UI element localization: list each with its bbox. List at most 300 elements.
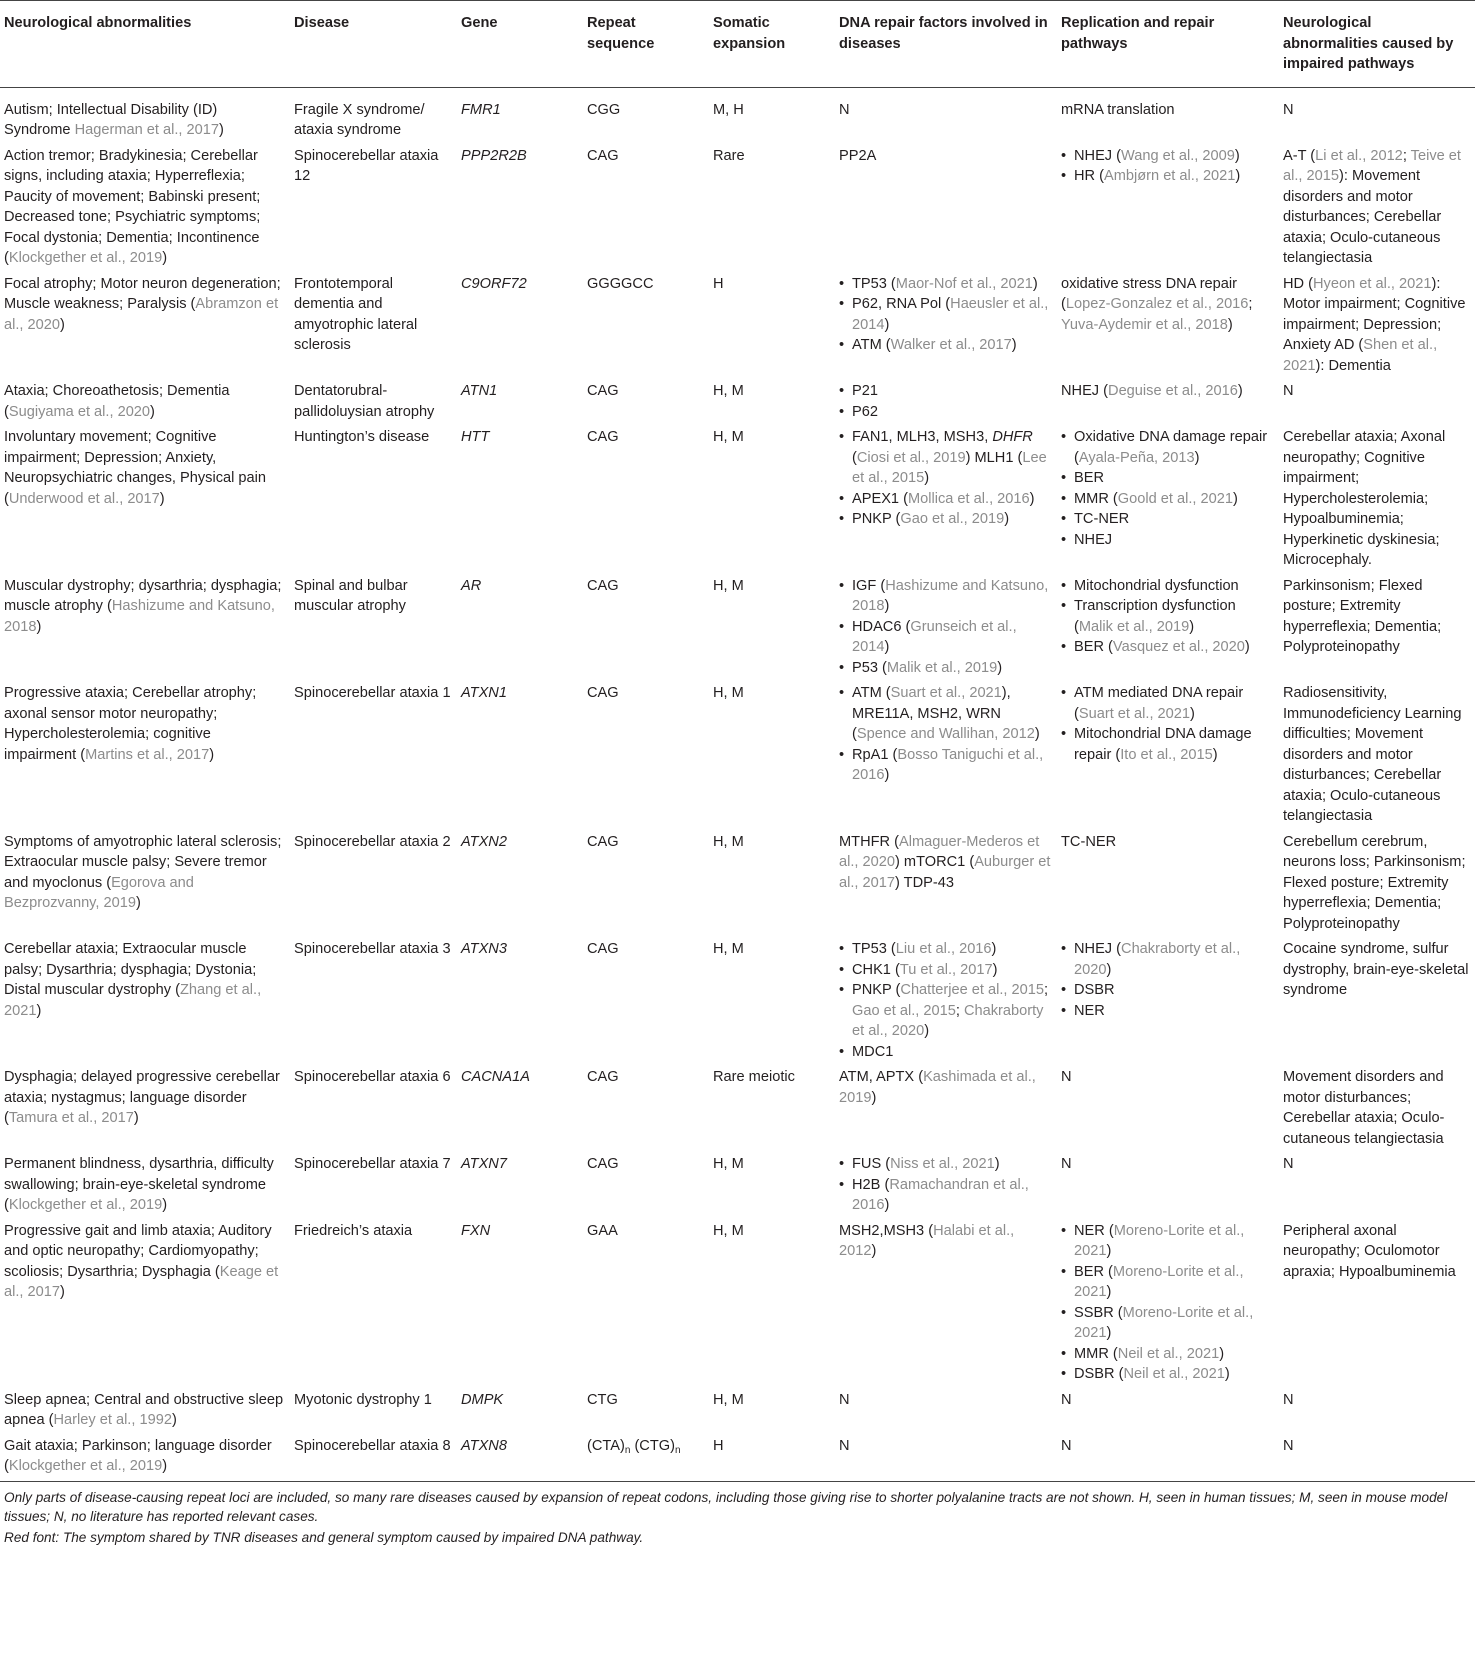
factors-text: ) bbox=[884, 598, 890, 614]
cell-repeat-sequence: CAG bbox=[587, 577, 619, 594]
reference-citation: Chatterjee et al., 2015 bbox=[900, 982, 1045, 998]
table-row bbox=[0, 938, 1475, 1066]
impaired-text: A-T ( bbox=[1283, 147, 1316, 164]
factors-text: ) bbox=[884, 639, 890, 655]
abnormalities-text: ) bbox=[162, 1458, 168, 1474]
factors-list bbox=[839, 939, 1051, 1062]
cell-somatic-expansion: H, M bbox=[713, 1391, 744, 1408]
reference-citation: Zhang et al., 2021 bbox=[4, 982, 262, 1019]
list-item bbox=[839, 745, 1051, 786]
list-item bbox=[839, 427, 1051, 489]
list-item bbox=[839, 658, 1051, 679]
factors-text: ) bbox=[1034, 726, 1040, 742]
pathways-text: NHEJ ( bbox=[1061, 383, 1109, 399]
pathways-list bbox=[1061, 1221, 1273, 1385]
cell-somatic-expansion: H, M bbox=[713, 833, 744, 850]
abnormalities-text: Progressive ataxia; Cerebellar atrophy; axonal sensor motor neuropathy; Hypercholesterolemia; cognitive impairment ( bbox=[4, 685, 257, 763]
cell-abnormalities bbox=[0, 426, 290, 575]
pathways-text: BER ( bbox=[1074, 1263, 1113, 1280]
table-row bbox=[0, 87, 1475, 145]
cell-repair-factors bbox=[835, 273, 1057, 381]
cell-abnormalities bbox=[0, 380, 290, 426]
cell-disease: Myotonic dystrophy 1 bbox=[294, 1391, 432, 1408]
cell-repeat-sequence bbox=[583, 1435, 709, 1482]
list-item bbox=[1061, 576, 1273, 597]
cell-disease: Frontotemporal dementia and amyotrophic lateral sclerosis bbox=[294, 275, 418, 353]
repeat-text: (CTA) bbox=[587, 1437, 625, 1454]
reference-citation: Spence and Wallihan, 2012 bbox=[856, 726, 1035, 742]
reference-citation: Auburger et al., 2017 bbox=[839, 854, 1051, 891]
reference-citation: Neil et al., 2021 bbox=[1117, 1345, 1220, 1362]
cell-repair-pathways bbox=[1057, 426, 1279, 575]
abnormalities-text: ) bbox=[133, 1110, 139, 1126]
list-item bbox=[1061, 166, 1273, 187]
factors-text: N bbox=[839, 1391, 850, 1408]
cell-somatic-expansion: H, M bbox=[713, 1156, 744, 1172]
cell-abnormalities bbox=[0, 273, 290, 381]
pathways-list bbox=[1061, 683, 1273, 765]
factors-text: ) bbox=[992, 961, 998, 978]
cell-repair-pathways bbox=[1057, 145, 1279, 273]
cell-impaired-abnormalities bbox=[1279, 1389, 1475, 1435]
abnormalities-text: Dysphagia; delayed progressive cerebellar ataxia; nystagmus; language disorder ( bbox=[4, 1069, 280, 1126]
cell-repeat-sequence: CAG bbox=[587, 1069, 619, 1085]
reference-citation: Mollica et al., 2016 bbox=[907, 490, 1030, 507]
cell-repair-pathways bbox=[1057, 1153, 1279, 1220]
header-neurological-abnormalities: Neurological abnormalities bbox=[4, 15, 192, 31]
impaired-text: HD ( bbox=[1283, 275, 1313, 292]
factors-text: ; bbox=[1044, 982, 1049, 998]
reference-citation: Moreno-Lorite et al., 2021 bbox=[1074, 1222, 1245, 1259]
cell-repair-factors bbox=[835, 1066, 1057, 1153]
impaired-text: ): Movement disorders and motor disturbances; Cerebellar ataxia; Oculo-cutaneous telangiectasia bbox=[1283, 168, 1442, 266]
pathways-text: ) bbox=[1235, 168, 1241, 184]
cell-repair-pathways bbox=[1057, 273, 1279, 381]
reference-citation: Egorova and Bezprozvanny, 2019 bbox=[4, 874, 194, 911]
factors-list bbox=[839, 427, 1051, 530]
factors-text: ATM ( bbox=[852, 685, 891, 701]
factors-text: ; bbox=[955, 1002, 964, 1019]
list-item bbox=[839, 576, 1051, 617]
list-item bbox=[1061, 1364, 1273, 1385]
header-somatic-expansion: Somatic expansion bbox=[713, 15, 786, 52]
cell-repair-factors bbox=[835, 1153, 1057, 1220]
pathways-text: ) bbox=[1106, 1243, 1112, 1259]
cell-somatic-expansion: M, H bbox=[713, 101, 744, 118]
factors-list bbox=[839, 381, 1051, 422]
factors-text: P21 bbox=[852, 383, 878, 399]
reference-citation: Goold et al., 2021 bbox=[1117, 490, 1233, 507]
pathways-text: TC-NER bbox=[1061, 833, 1117, 850]
repeat-text: (CTG) bbox=[630, 1437, 675, 1454]
pathways-text: ) bbox=[1224, 1366, 1230, 1382]
reference-citation: Niss et al., 2021 bbox=[890, 1156, 995, 1172]
cell-gene: ATXN8 bbox=[461, 1437, 507, 1454]
list-item bbox=[1061, 596, 1273, 637]
factors-text: MTHFR ( bbox=[839, 833, 899, 850]
cell-gene: HTT bbox=[461, 429, 490, 445]
list-item bbox=[839, 335, 1051, 356]
list-item bbox=[1061, 980, 1273, 1001]
pathways-text: ) bbox=[1194, 449, 1200, 466]
reference-citation: Klockgether et al., 2019 bbox=[8, 1197, 163, 1213]
pathways-text: ; bbox=[1248, 296, 1253, 312]
pathways-text: ATM mediated DNA repair ( bbox=[1074, 685, 1244, 722]
cell-somatic-expansion: H bbox=[713, 1437, 724, 1454]
pathways-text: NER bbox=[1074, 1002, 1105, 1019]
cell-repeat-sequence: GAA bbox=[587, 1222, 618, 1239]
reference-citation: Ito et al., 2015 bbox=[1120, 746, 1213, 763]
list-item bbox=[1061, 1221, 1273, 1262]
list-item bbox=[839, 294, 1051, 335]
table-row bbox=[0, 426, 1475, 575]
pathways-text: ) bbox=[1190, 705, 1195, 722]
list-item bbox=[839, 1042, 1051, 1063]
cell-abnormalities bbox=[0, 145, 290, 273]
cell-impaired-abnormalities bbox=[1279, 1435, 1475, 1482]
reference-citation: Ciosi et al., 2019 bbox=[856, 449, 966, 466]
list-item bbox=[1061, 1303, 1273, 1344]
factors-text: ) bbox=[994, 1156, 1000, 1172]
cell-gene: C9ORF72 bbox=[461, 275, 527, 292]
cell-somatic-expansion: H, M bbox=[713, 1222, 744, 1239]
abnormalities-text: ) bbox=[209, 746, 215, 763]
list-item bbox=[839, 274, 1051, 295]
factors-text: ATM, APTX ( bbox=[839, 1069, 924, 1085]
list-item bbox=[839, 960, 1051, 981]
factors-text: ( bbox=[852, 449, 857, 466]
reference-citation: Neil et al., 2021 bbox=[1123, 1366, 1225, 1382]
cell-repair-factors bbox=[835, 1220, 1057, 1389]
cell-repair-factors bbox=[835, 87, 1057, 145]
cell-somatic-expansion: Rare bbox=[713, 147, 745, 164]
reference-citation: Bosso Taniguchi et al., 2016 bbox=[852, 746, 1044, 783]
factors-text: PP2A bbox=[839, 147, 877, 164]
cell-repeat-sequence: CAG bbox=[587, 429, 619, 445]
cell-gene: ATXN2 bbox=[461, 833, 507, 850]
table-row bbox=[0, 1220, 1475, 1389]
cell-gene: DMPK bbox=[461, 1391, 504, 1408]
factors-text: TP53 ( bbox=[852, 941, 896, 957]
factors-text: ) bbox=[871, 1243, 877, 1259]
cell-gene: ATXN3 bbox=[461, 941, 507, 957]
table-row bbox=[0, 1435, 1475, 1482]
list-item bbox=[1061, 1344, 1273, 1365]
cell-gene: PPP2R2B bbox=[461, 147, 527, 164]
abnormalities-text: Involuntary movement; Cognitive impairment; Depression; Anxiety, Neuropsychiatric changes, Physical pain ( bbox=[4, 429, 267, 507]
cell-repair-factors bbox=[835, 1389, 1057, 1435]
factors-text: ) bbox=[1004, 511, 1010, 527]
reference-citation: Tamura et al., 2017 bbox=[8, 1110, 134, 1126]
reference-citation: Wang et al., 2009 bbox=[1121, 147, 1235, 164]
reference-citation: Ambjørn et al., 2021 bbox=[1104, 168, 1236, 184]
abnormalities-text: Progressive gait and limb ataxia; Auditory and optic neuropathy; Cardiomyopathy; scoliosis; Dysarthria; Dysphagia ( bbox=[4, 1222, 272, 1280]
reference-citation: Moreno-Lorite et al., 2021 bbox=[1074, 1304, 1254, 1341]
factors-text: ) bbox=[871, 1089, 877, 1106]
cell-repair-pathways bbox=[1057, 1066, 1279, 1153]
reference-citation: Klockgether et al., 2019 bbox=[8, 1458, 163, 1474]
table-row bbox=[0, 273, 1475, 381]
impaired-text: N bbox=[1283, 383, 1294, 399]
factors-text: PNKP ( bbox=[852, 511, 901, 527]
list-item bbox=[1061, 489, 1273, 510]
reference-citation: Hashizume and Katsuno, 2018 bbox=[852, 577, 1049, 614]
header-repeat-sequence: Repeat sequence bbox=[587, 15, 655, 52]
abnormalities-text: Symptoms of amyotrophic lateral sclerosis; Extraocular muscle palsy; Severe tremor and myoclonus ( bbox=[4, 833, 282, 891]
cell-somatic-expansion: H, M bbox=[713, 429, 744, 445]
factors-text: ) mTORC1 ( bbox=[895, 854, 975, 870]
list-item bbox=[839, 509, 1051, 530]
pathways-text: ) bbox=[1219, 1345, 1225, 1362]
factors-text: ), MRE11A, MSH2, WRN ( bbox=[852, 685, 1011, 742]
pathways-list bbox=[1061, 939, 1273, 1021]
reference-citation: Ramachandran et al., 2016 bbox=[852, 1176, 1029, 1213]
pathways-text: Transcription dysfunction ( bbox=[1074, 598, 1236, 635]
impaired-text: Cocaine syndrome, sulfur dystrophy, brain-eye-skeletal syndrome bbox=[1283, 941, 1469, 998]
cell-somatic-expansion: H, M bbox=[713, 685, 744, 701]
cell-repeat-sequence: CTG bbox=[587, 1391, 618, 1408]
cell-disease: Spinocerebellar ataxia 3 bbox=[294, 941, 451, 957]
list-item bbox=[839, 980, 1051, 1042]
factors-text: P62, RNA Pol ( bbox=[852, 296, 951, 312]
list-item bbox=[839, 381, 1051, 402]
reference-citation: Shen et al., 2021 bbox=[1283, 337, 1438, 374]
cell-disease: Spinocerebellar ataxia 8 bbox=[294, 1437, 451, 1454]
abnormalities-text: Muscular dystrophy; dysarthria; dysphagia; muscle atrophy ( bbox=[4, 577, 282, 614]
cell-repair-factors bbox=[835, 426, 1057, 575]
reference-citation: Lopez-Gonzalez et al., 2016 bbox=[1065, 296, 1249, 312]
pathways-text: Mitochondrial DNA damage repair ( bbox=[1074, 726, 1252, 763]
cell-disease: Spinocerebellar ataxia 7 bbox=[294, 1156, 451, 1172]
reference-citation: Halabi et al., 2012 bbox=[839, 1222, 1015, 1259]
pathways-text: MMR ( bbox=[1074, 1345, 1118, 1362]
reference-citation: Teive et al., 2015 bbox=[1283, 147, 1461, 184]
pathways-text: DSBR bbox=[1074, 982, 1115, 998]
factors-text: P62 bbox=[852, 403, 878, 420]
reference-citation: Moreno-Lorite et al., 2021 bbox=[1074, 1263, 1244, 1300]
impaired-text: Movement disorders and motor disturbances; Cerebellar ataxia; Oculo-cutaneous telangiectasia bbox=[1283, 1069, 1445, 1147]
cell-impaired-abnormalities bbox=[1279, 682, 1475, 831]
pathways-text: SSBR ( bbox=[1074, 1304, 1123, 1321]
cell-repair-pathways bbox=[1057, 575, 1279, 683]
factors-list bbox=[839, 1154, 1051, 1216]
reference-citation: Grunseich et al., 2014 bbox=[852, 618, 1017, 655]
factors-text: FAN1, MLH3, MSH3, bbox=[852, 429, 993, 445]
cell-disease: Dentatorubral-pallidoluysian atrophy bbox=[294, 383, 435, 420]
pathways-text: N bbox=[1061, 1156, 1072, 1172]
cell-abnormalities bbox=[0, 87, 290, 145]
reference-citation: Vasquez et al., 2020 bbox=[1112, 639, 1245, 655]
factors-text: ) bbox=[924, 1023, 930, 1039]
list-item bbox=[1061, 939, 1273, 980]
list-item bbox=[1061, 509, 1273, 530]
table-row bbox=[0, 575, 1475, 683]
reference-citation: Tu et al., 2017 bbox=[899, 961, 993, 978]
impaired-text: N bbox=[1283, 1391, 1294, 1408]
factors-text: MSH2,MSH3 ( bbox=[839, 1222, 934, 1239]
pathways-text: BER ( bbox=[1074, 639, 1113, 655]
pathways-text: DSBR ( bbox=[1074, 1366, 1124, 1382]
cell-repair-factors bbox=[835, 575, 1057, 683]
cell-repeat-sequence: CAG bbox=[587, 147, 619, 164]
pathways-text: oxidative stress DNA repair ( bbox=[1061, 275, 1238, 312]
list-item bbox=[1061, 637, 1273, 658]
abnormalities-text: Cerebellar ataxia; Extraocular muscle palsy; Dysarthria; dysphagia; Dystonia; Distal muscular dystrophy ( bbox=[4, 941, 257, 998]
factors-text: ATM ( bbox=[852, 337, 891, 353]
cell-abnormalities bbox=[0, 938, 290, 1066]
cell-repeat-sequence: CAG bbox=[587, 685, 619, 701]
abnormalities-text: ) bbox=[36, 618, 42, 635]
list-item bbox=[1061, 530, 1273, 551]
cell-repair-factors bbox=[835, 380, 1057, 426]
cell-gene: FXN bbox=[461, 1222, 491, 1239]
pathways-list bbox=[1061, 576, 1273, 658]
cell-disease: Spinocerebellar ataxia 6 bbox=[294, 1069, 451, 1085]
factors-text: RpA1 ( bbox=[852, 746, 898, 763]
cell-somatic-expansion: H, M bbox=[713, 383, 744, 399]
table-header bbox=[0, 1, 1475, 88]
factors-list bbox=[839, 576, 1051, 679]
pathways-list bbox=[1061, 146, 1273, 187]
cell-repair-pathways bbox=[1057, 1435, 1279, 1482]
reference-citation: Suart et al., 2021 bbox=[1078, 705, 1191, 722]
cell-repair-factors bbox=[835, 145, 1057, 273]
footnote-abbreviations: Only parts of disease-causing repeat loci are included, so many rare diseases caused by expansion of repeat codons, including those giving rise to shorter polyalanine tracts are not shown. H, seen in human tissues; M, seen in mouse model tissues; N, no literature has reported relevant cases. bbox=[4, 1489, 1448, 1524]
cell-repair-pathways bbox=[1057, 682, 1279, 831]
cell-somatic-expansion: Rare meiotic bbox=[713, 1069, 795, 1085]
cell-disease: Huntington’s disease bbox=[294, 429, 430, 445]
list-item bbox=[839, 1154, 1051, 1175]
abnormalities-text: Permanent blindness, dysarthria, difficulty swallowing; brain-eye-skeletal syndrome ( bbox=[4, 1156, 274, 1213]
factors-text: FUS ( bbox=[852, 1156, 891, 1172]
reference-citation: Lee et al., 2015 bbox=[852, 449, 1047, 486]
cell-abnormalities bbox=[0, 575, 290, 683]
pathways-text: NHEJ ( bbox=[1074, 941, 1122, 957]
table-body bbox=[0, 87, 1475, 1481]
cell-gene: ATXN7 bbox=[461, 1156, 507, 1172]
header-dna-repair-factors: DNA repair factors involved in diseases bbox=[839, 15, 1048, 52]
cell-gene: FMR1 bbox=[461, 101, 501, 118]
impaired-text: Radiosensitivity, Immunodeficiency Learning difficulties; Movement disorders and motor disturbances; Cerebellar ataxia; Oculo-cutaneous telangiectasia bbox=[1283, 685, 1462, 824]
reference-citation: Deguise et al., 2016 bbox=[1108, 383, 1238, 399]
cell-impaired-abnormalities bbox=[1279, 426, 1475, 575]
cell-disease: Spinocerebellar ataxia 12 bbox=[294, 147, 439, 184]
list-item bbox=[839, 1175, 1051, 1216]
factors-text: ) bbox=[1029, 490, 1035, 507]
cell-repeat-sequence: GGGGCC bbox=[587, 275, 654, 292]
cell-impaired-abnormalities bbox=[1279, 273, 1475, 381]
factors-text: IGF ( bbox=[852, 577, 886, 594]
list-item bbox=[1061, 146, 1273, 167]
pathways-text: ) bbox=[1212, 746, 1218, 763]
impaired-text: ): Dementia bbox=[1315, 357, 1391, 374]
reference-citation: Malik et al., 2019 bbox=[1078, 618, 1190, 635]
factors-text: H2B ( bbox=[852, 1176, 890, 1193]
cell-gene: CACNA1A bbox=[461, 1069, 530, 1085]
cell-repair-factors bbox=[835, 682, 1057, 831]
cell-impaired-abnormalities bbox=[1279, 1153, 1475, 1220]
pathways-text: ) bbox=[1189, 618, 1195, 635]
table-row bbox=[0, 1066, 1475, 1153]
abnormalities-text: ) bbox=[60, 316, 65, 333]
cell-repeat-sequence: CAG bbox=[587, 383, 619, 399]
pathways-text: ) bbox=[1106, 961, 1112, 978]
pathways-text: ) bbox=[1227, 316, 1233, 333]
table-row bbox=[0, 380, 1475, 426]
impaired-text: Cerebellum cerebrum, neurons loss; Parkinsonism; Flexed posture; Extremity hyperreflexia; Dementia; Polyproteinopathy bbox=[1283, 833, 1466, 932]
cell-somatic-expansion: H, M bbox=[713, 941, 744, 957]
cell-impaired-abnormalities bbox=[1279, 831, 1475, 939]
reference-citation: Suart et al., 2021 bbox=[890, 685, 1002, 701]
abnormalities-text: ) bbox=[159, 490, 165, 507]
cell-repair-pathways bbox=[1057, 87, 1279, 145]
pathways-text: mRNA translation bbox=[1061, 101, 1175, 118]
reference-citation: Klockgether et al., 2019 bbox=[8, 250, 163, 266]
abnormalities-text: ) bbox=[135, 895, 141, 911]
reference-citation: Sugiyama et al., 2020 bbox=[8, 403, 151, 420]
reference-citation: Chakraborty et al., 2020 bbox=[852, 1002, 1044, 1039]
reference-citation: Chakraborty et al., 2020 bbox=[1074, 941, 1241, 978]
cell-abnormalities bbox=[0, 1435, 290, 1482]
cell-disease: Spinal and bulbar muscular atrophy bbox=[294, 577, 408, 614]
list-item bbox=[1061, 1262, 1273, 1303]
abnormalities-text: ) bbox=[36, 1002, 42, 1019]
pathways-text: MMR ( bbox=[1074, 490, 1118, 507]
pathways-text: N bbox=[1061, 1437, 1072, 1454]
cell-repair-pathways bbox=[1057, 380, 1279, 426]
abnormalities-text: ) bbox=[162, 1197, 168, 1213]
list-item bbox=[839, 939, 1051, 960]
factors-text: HDAC6 ( bbox=[852, 618, 911, 635]
pathways-list bbox=[1061, 427, 1273, 550]
cell-gene: AR bbox=[461, 577, 482, 594]
cell-disease: Friedreich’s ataxia bbox=[294, 1222, 413, 1239]
table-footnotes bbox=[0, 1482, 1475, 1548]
impaired-text: ; bbox=[1402, 147, 1411, 164]
factors-text: TP53 ( bbox=[852, 275, 896, 292]
pathways-text: N bbox=[1061, 1391, 1072, 1408]
table-row bbox=[0, 831, 1475, 939]
pathways-text: ) bbox=[1244, 639, 1250, 655]
cell-impaired-abnormalities bbox=[1279, 380, 1475, 426]
abnormalities-text: ) bbox=[150, 403, 155, 420]
factors-text: ) bbox=[1032, 275, 1038, 292]
table-row bbox=[0, 682, 1475, 831]
reference-citation: Liu et al., 2016 bbox=[895, 941, 992, 957]
cell-abnormalities bbox=[0, 1066, 290, 1153]
reference-citation: Harley et al., 1992 bbox=[53, 1412, 172, 1428]
list-item bbox=[839, 683, 1051, 745]
pathways-text: ) bbox=[1106, 1284, 1112, 1300]
factors-text: ) bbox=[924, 470, 930, 486]
factors-text: PNKP ( bbox=[852, 982, 901, 998]
factors-text: N bbox=[839, 1437, 850, 1454]
factors-list bbox=[839, 274, 1051, 356]
pathways-text: NER ( bbox=[1074, 1222, 1114, 1239]
cell-impaired-abnormalities bbox=[1279, 1220, 1475, 1389]
factors-text: MDC1 bbox=[852, 1043, 894, 1060]
cell-impaired-abnormalities bbox=[1279, 1066, 1475, 1153]
footnote-red-font: Red font: The symptom shared by TNR diseases and general symptom caused by impaired DNA pathway. bbox=[4, 1529, 644, 1545]
reference-citation: Ayala-Peña, 2013 bbox=[1078, 449, 1195, 466]
impaired-text: N bbox=[1283, 1437, 1294, 1454]
cell-repeat-sequence: CGG bbox=[587, 101, 621, 118]
reference-citation: Malik et al., 2019 bbox=[886, 659, 998, 676]
abnormalities-text: ) bbox=[171, 1412, 177, 1428]
table-row bbox=[0, 1153, 1475, 1220]
abnormalities-text: Focal atrophy; Motor neuron degeneration; Muscle weakness; Paralysis ( bbox=[4, 275, 281, 312]
cell-abnormalities bbox=[0, 682, 290, 831]
